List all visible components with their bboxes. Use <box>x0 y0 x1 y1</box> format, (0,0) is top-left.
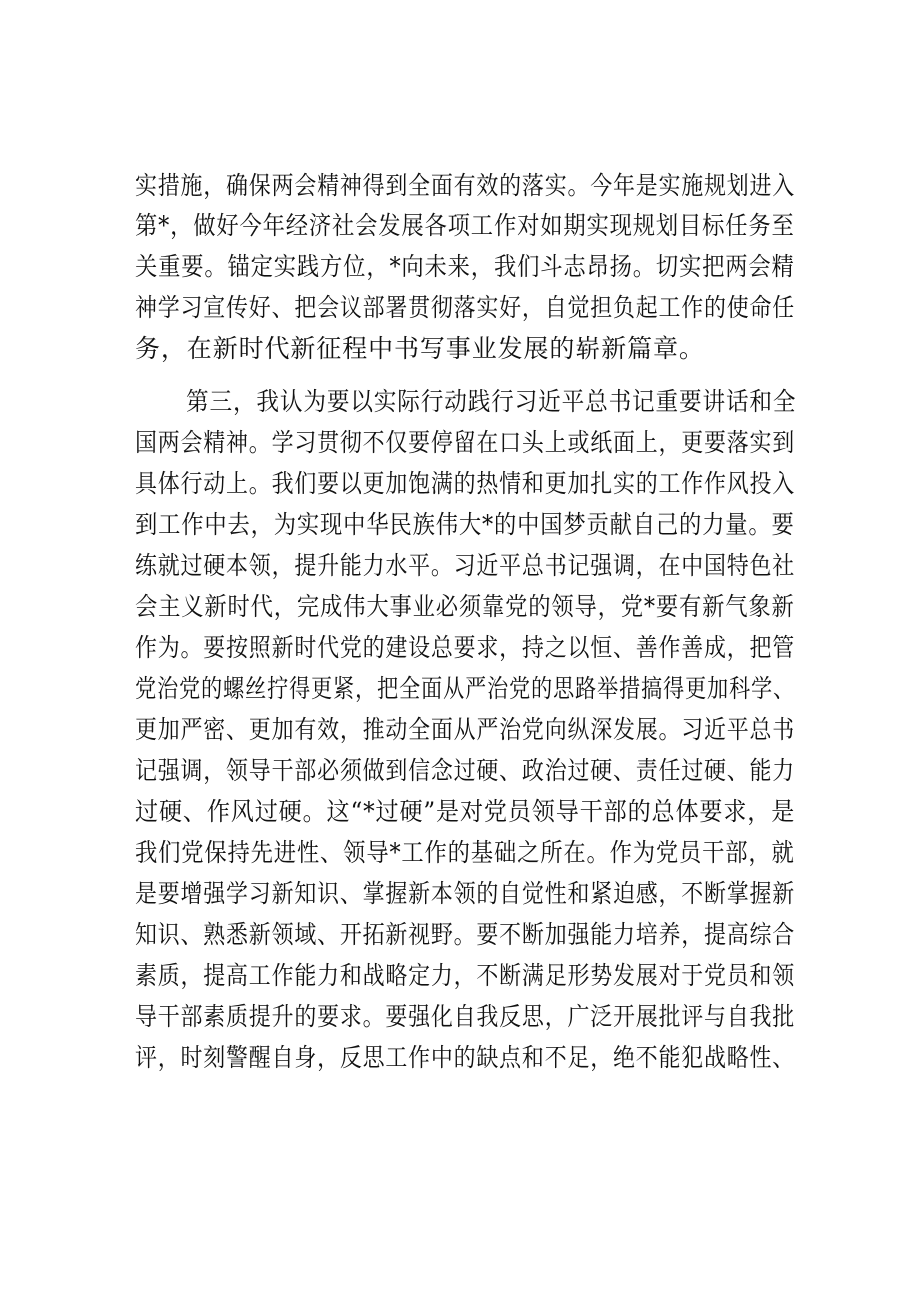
paragraph-2-line: 评，时刻警醒自身，反思工作中的缺点和不足，绝不能犯战略性、 <box>135 1043 796 1072</box>
paragraph-1-line: 关重要。锚定实践方位，*向未来，我们斗志昂扬。切实把两会精 <box>135 252 795 281</box>
paragraph-2-line: 到工作中去，为实现中华民族伟大*的中国梦贡献自己的力量。要 <box>135 510 795 539</box>
paragraph-2-line: 我们党保持先进性、领导*工作的基础之所在。作为党员干部，就 <box>135 838 795 867</box>
paragraph-2-line: 第三，我认为要以实际行动践行习近平总书记重要讲话和全 <box>186 387 797 416</box>
paragraph-1-line: 实措施，确保两会精神得到全面有效的落实。今年是实施规划进入 <box>135 171 796 200</box>
paragraph-2-line: 过硬、作风过硬。这“*过硬”是对党员领导干部的总体要求，是 <box>135 797 796 826</box>
paragraph-2-line: 导干部素质提升的要求。要强化自我反思，广泛开展批评与自我批 <box>135 1002 796 1031</box>
paragraph-2-line: 更加严密、更加有效，推动全面从严治党向纵深发展。习近平总书 <box>135 715 796 744</box>
paragraph-1-line: 神学习宣传好、把会议部署贯彻落实好，自觉担负起工作的使命任 <box>135 293 796 322</box>
paragraph-2-line: 具体行动上。我们要以更加饱满的热情和更加扎实的工作作风投入 <box>135 469 796 498</box>
paragraph-2-line: 国两会精神。学习贯彻不仅要停留在口头上或纸面上，更要落实到 <box>135 428 796 457</box>
paragraph-1-line: 第*，做好今年经济社会发展各项工作对如期实现规划目标任务至 <box>135 211 795 240</box>
paragraph-2-line: 是要增强学习新知识、掌握新本领的自觉性和紧迫感，不断掌握新 <box>135 879 796 908</box>
paragraph-1-line: 务，在新时代新征程中书写事业发展的崭新篇章。 <box>135 334 705 363</box>
paragraph-2-line: 练就过硬本领，提升能力水平。习近平总书记强调，在中国特色社 <box>135 551 796 580</box>
paragraph-2-line: 会主义新时代，完成伟大事业必须靠党的领导，党*要有新气象新 <box>135 592 795 621</box>
paragraph-2-line: 知识、熟悉新领域、开拓新视野。要不断加强能力培养，提高综合 <box>135 920 796 949</box>
paragraph-2-line: 记强调，领导干部必须做到信念过硬、政治过硬、责任过硬、能力 <box>135 756 796 785</box>
paragraph-2-line: 党治党的螺丝拧得更紧，把全面从严治党的思路举措搞得更加科学、 <box>135 674 795 703</box>
paragraph-2-line: 作为。要按照新时代党的建设总要求，持之以恒、善作善成，把管 <box>135 633 796 662</box>
paragraph-2-line: 素质，提高工作能力和战略定力，不断满足形势发展对于党员和领 <box>135 961 796 990</box>
